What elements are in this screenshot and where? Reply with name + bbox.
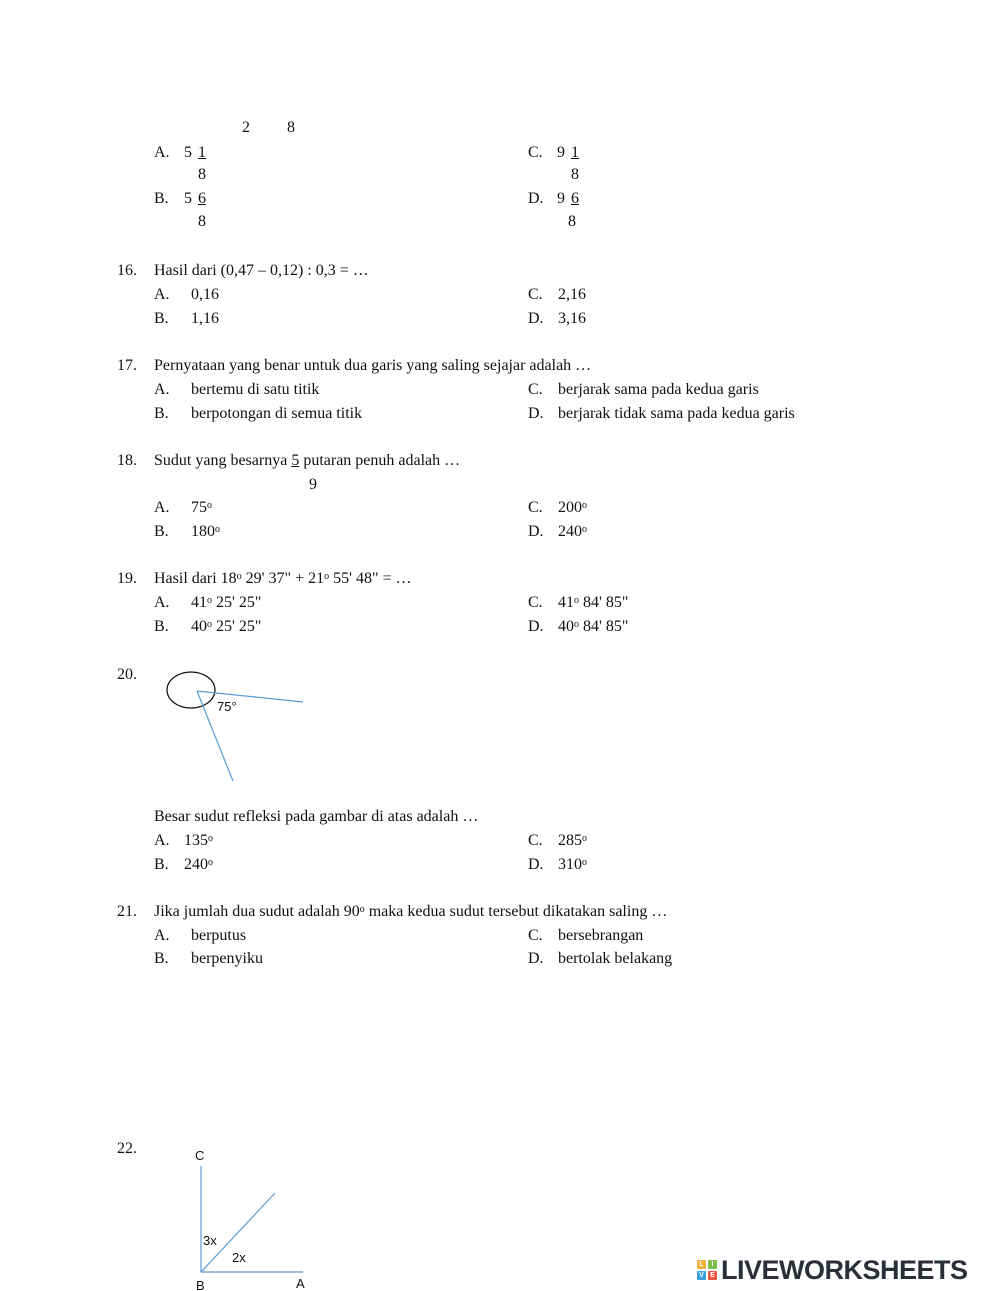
- logo-text: LIVEWORKSHEETS: [721, 1254, 968, 1285]
- q19-option-d-degree: o: [574, 619, 579, 630]
- q15-option-b-denominator: 8: [198, 213, 206, 230]
- q19-option-c-text: [558, 593, 628, 613]
- q20-option-a-value: 135: [184, 832, 208, 849]
- q18-number: 18.: [117, 452, 137, 469]
- q19-option-b-rest: 25' 25": [212, 618, 262, 635]
- q22-number: 22.: [117, 1140, 137, 1157]
- q15-option-d-denominator: 8: [568, 213, 576, 230]
- q15-option-c-letter: C.: [528, 144, 543, 161]
- logo-tile-i: I: [708, 1260, 717, 1269]
- q21-number: 21.: [117, 903, 137, 920]
- q16-option-b-text: 1,16: [191, 310, 219, 327]
- q20-angle-label: 75°: [217, 699, 237, 714]
- q20-option-d-value: 310: [558, 856, 582, 873]
- q19-option-c-letter: C.: [528, 594, 543, 611]
- q20-circle: [167, 672, 215, 708]
- q20-number: 20.: [117, 666, 137, 683]
- q19-option-c-deg: 41: [558, 594, 574, 611]
- q18-option-c-degree: o: [582, 500, 587, 511]
- q16-question: Hasil dari (0,47 – 0,12) : 0,3 = …: [154, 262, 369, 279]
- q15-option-c-whole: 9: [557, 144, 565, 161]
- q18-option-d-text: [558, 522, 587, 542]
- q20-option-a-degree: o: [208, 833, 213, 844]
- q15-option-a-whole: 5: [184, 144, 192, 161]
- q21-option-a-letter: A.: [154, 927, 170, 944]
- q17-option-b-text: berpotongan di semua titik: [191, 405, 363, 422]
- q20-option-c-text: [558, 831, 587, 851]
- q19-degree-1: o: [236, 571, 242, 582]
- q18-option-b-degree: o: [215, 524, 220, 535]
- q18-option-d-letter: D.: [528, 523, 544, 540]
- q15-option-d-letter: D.: [528, 190, 544, 207]
- q21-option-b-letter: B.: [154, 950, 169, 967]
- q20-option-d-letter: D.: [528, 856, 544, 873]
- q19-question-part3: 55' 48" = …: [329, 570, 412, 587]
- q19-option-c-degree: o: [574, 595, 579, 606]
- q15-top-number-right: 8: [287, 119, 295, 136]
- q21-question-after: maka kedua sudut tersebut dikatakan saling …: [364, 903, 668, 920]
- q17-number: 17.: [117, 357, 137, 374]
- q15-option-c-numerator: 1: [571, 144, 579, 161]
- q18-option-d-value: 240: [558, 523, 582, 540]
- q20-angle-figure: [160, 665, 360, 795]
- q19-option-a-deg: 41: [191, 594, 207, 611]
- q22-label-c: C: [195, 1148, 205, 1163]
- q18-question-after: putaran penuh adalah …: [299, 452, 461, 469]
- q18-option-a-value: 75: [191, 499, 207, 516]
- q18-question: [154, 451, 460, 471]
- q20-option-a-text: [184, 831, 213, 851]
- q17-option-a-text: bertemu di satu titik: [191, 381, 320, 398]
- q17-option-d-text: berjarak tidak sama pada kedua garis: [558, 405, 795, 422]
- q17-option-b-letter: B.: [154, 405, 169, 422]
- q18-option-c-text: [558, 498, 587, 518]
- q15-option-a-numerator: 1: [198, 144, 206, 161]
- q17-option-c-text: berjarak sama pada kedua garis: [558, 381, 759, 398]
- q18-option-d-degree: o: [582, 524, 587, 535]
- q22-label-3x: 3x: [203, 1233, 217, 1248]
- q21-degree: o: [359, 904, 365, 915]
- q18-option-c-letter: C.: [528, 499, 543, 516]
- q20-question: Besar sudut refleksi pada gambar di atas adalah …: [154, 808, 479, 825]
- q21-option-d-text: bertolak belakang: [558, 950, 673, 967]
- q19-option-b-degree: o: [207, 619, 212, 630]
- q20-option-b-degree: o: [208, 857, 213, 868]
- q20-option-c-value: 285: [558, 832, 582, 849]
- q20-option-c-degree: o: [582, 833, 587, 844]
- q18-option-a-degree: o: [207, 500, 212, 511]
- q19-question-part2: 29' 37" + 21: [241, 570, 325, 587]
- q20-option-c-letter: C.: [528, 832, 543, 849]
- logo-tile-e: E: [708, 1271, 717, 1280]
- q16-option-d-text: 3,16: [558, 310, 586, 327]
- q17-option-a-letter: A.: [154, 381, 170, 398]
- q19-option-b-deg: 40: [191, 618, 207, 635]
- q18-option-a-text: [191, 498, 212, 518]
- q15-option-a-denominator: 8: [198, 166, 206, 183]
- q20-option-b-text: [184, 855, 213, 875]
- q18-option-b-letter: B.: [154, 523, 169, 540]
- q20-option-a-letter: A.: [154, 832, 170, 849]
- q19-option-a-letter: A.: [154, 594, 170, 611]
- q21-question-before: Jika jumlah dua sudut adalah 90: [154, 903, 360, 920]
- q17-option-d-letter: D.: [528, 405, 544, 422]
- q20-option-d-text: [558, 855, 587, 875]
- q20-option-b-letter: B.: [154, 856, 169, 873]
- q16-option-c-letter: C.: [528, 286, 543, 303]
- q16-option-c-text: 2,16: [558, 286, 586, 303]
- q18-option-a-letter: A.: [154, 499, 170, 516]
- q21-option-c-letter: C.: [528, 927, 543, 944]
- q15-option-d-numerator: 6: [571, 190, 579, 207]
- q19-option-d-deg: 40: [558, 618, 574, 635]
- q19-option-a-rest: 25' 25": [212, 594, 262, 611]
- q15-option-b-letter: B.: [154, 190, 169, 207]
- q18-fraction-denominator: 9: [309, 476, 317, 493]
- q16-number: 16.: [117, 262, 137, 279]
- logo-tile-l: L: [697, 1260, 706, 1269]
- q19-option-d-rest: 84' 85": [579, 618, 629, 635]
- q18-fraction-numerator: 5: [291, 452, 300, 469]
- q20-option-b-value: 240: [184, 856, 208, 873]
- q19-option-b-letter: B.: [154, 618, 169, 635]
- q19-option-d-letter: D.: [528, 618, 544, 635]
- q21-option-a-text: berputus: [191, 927, 247, 944]
- q15-option-b-whole: 5: [184, 190, 192, 207]
- q19-question: [154, 569, 412, 589]
- q15-option-b-numerator: 6: [198, 190, 206, 207]
- q20-option-d-degree: o: [582, 857, 587, 868]
- q22-label-b: B: [196, 1278, 205, 1291]
- q18-option-c-value: 200: [558, 499, 582, 516]
- q21-option-d-letter: D.: [528, 950, 544, 967]
- q21-question: [154, 902, 667, 922]
- q15-option-d-whole: 9: [557, 190, 565, 207]
- q21-option-c-text: bersebrangan: [558, 927, 644, 944]
- q22-label-a: A: [296, 1276, 305, 1291]
- logo-mark-icon: [697, 1260, 717, 1280]
- q18-question-before: Sudut yang besarnya: [154, 452, 292, 469]
- q19-option-b-text: [191, 617, 261, 637]
- q16-option-a-text: 0,16: [191, 286, 219, 303]
- q22-label-2x: 2x: [232, 1250, 246, 1265]
- q19-option-c-rest: 84' 85": [579, 594, 629, 611]
- q19-number: 19.: [117, 570, 137, 587]
- q15-top-number-left: 2: [242, 119, 250, 136]
- q17-question: Pernyataan yang benar untuk dua garis yang saling sejajar adalah …: [154, 357, 592, 374]
- q16-option-a-letter: A.: [154, 286, 170, 303]
- q19-option-a-text: [191, 593, 261, 613]
- q22-angle-figure: [195, 1160, 315, 1280]
- q15-option-c-denominator: 8: [571, 166, 579, 183]
- q15-option-a-letter: A.: [154, 144, 170, 161]
- liveworksheets-logo: [697, 1255, 968, 1285]
- q17-option-c-letter: C.: [528, 381, 543, 398]
- q19-option-d-text: [558, 617, 628, 637]
- q16-option-b-letter: B.: [154, 310, 169, 327]
- logo-tile-v: V: [697, 1271, 706, 1280]
- q18-option-b-text: [191, 522, 220, 542]
- q19-question-part1: Hasil dari 18: [154, 570, 237, 587]
- q16-option-d-letter: D.: [528, 310, 544, 327]
- q21-option-b-text: berpenyiku: [191, 950, 263, 967]
- q19-option-a-degree: o: [207, 595, 212, 606]
- q19-degree-2: o: [324, 571, 330, 582]
- q18-option-b-value: 180: [191, 523, 215, 540]
